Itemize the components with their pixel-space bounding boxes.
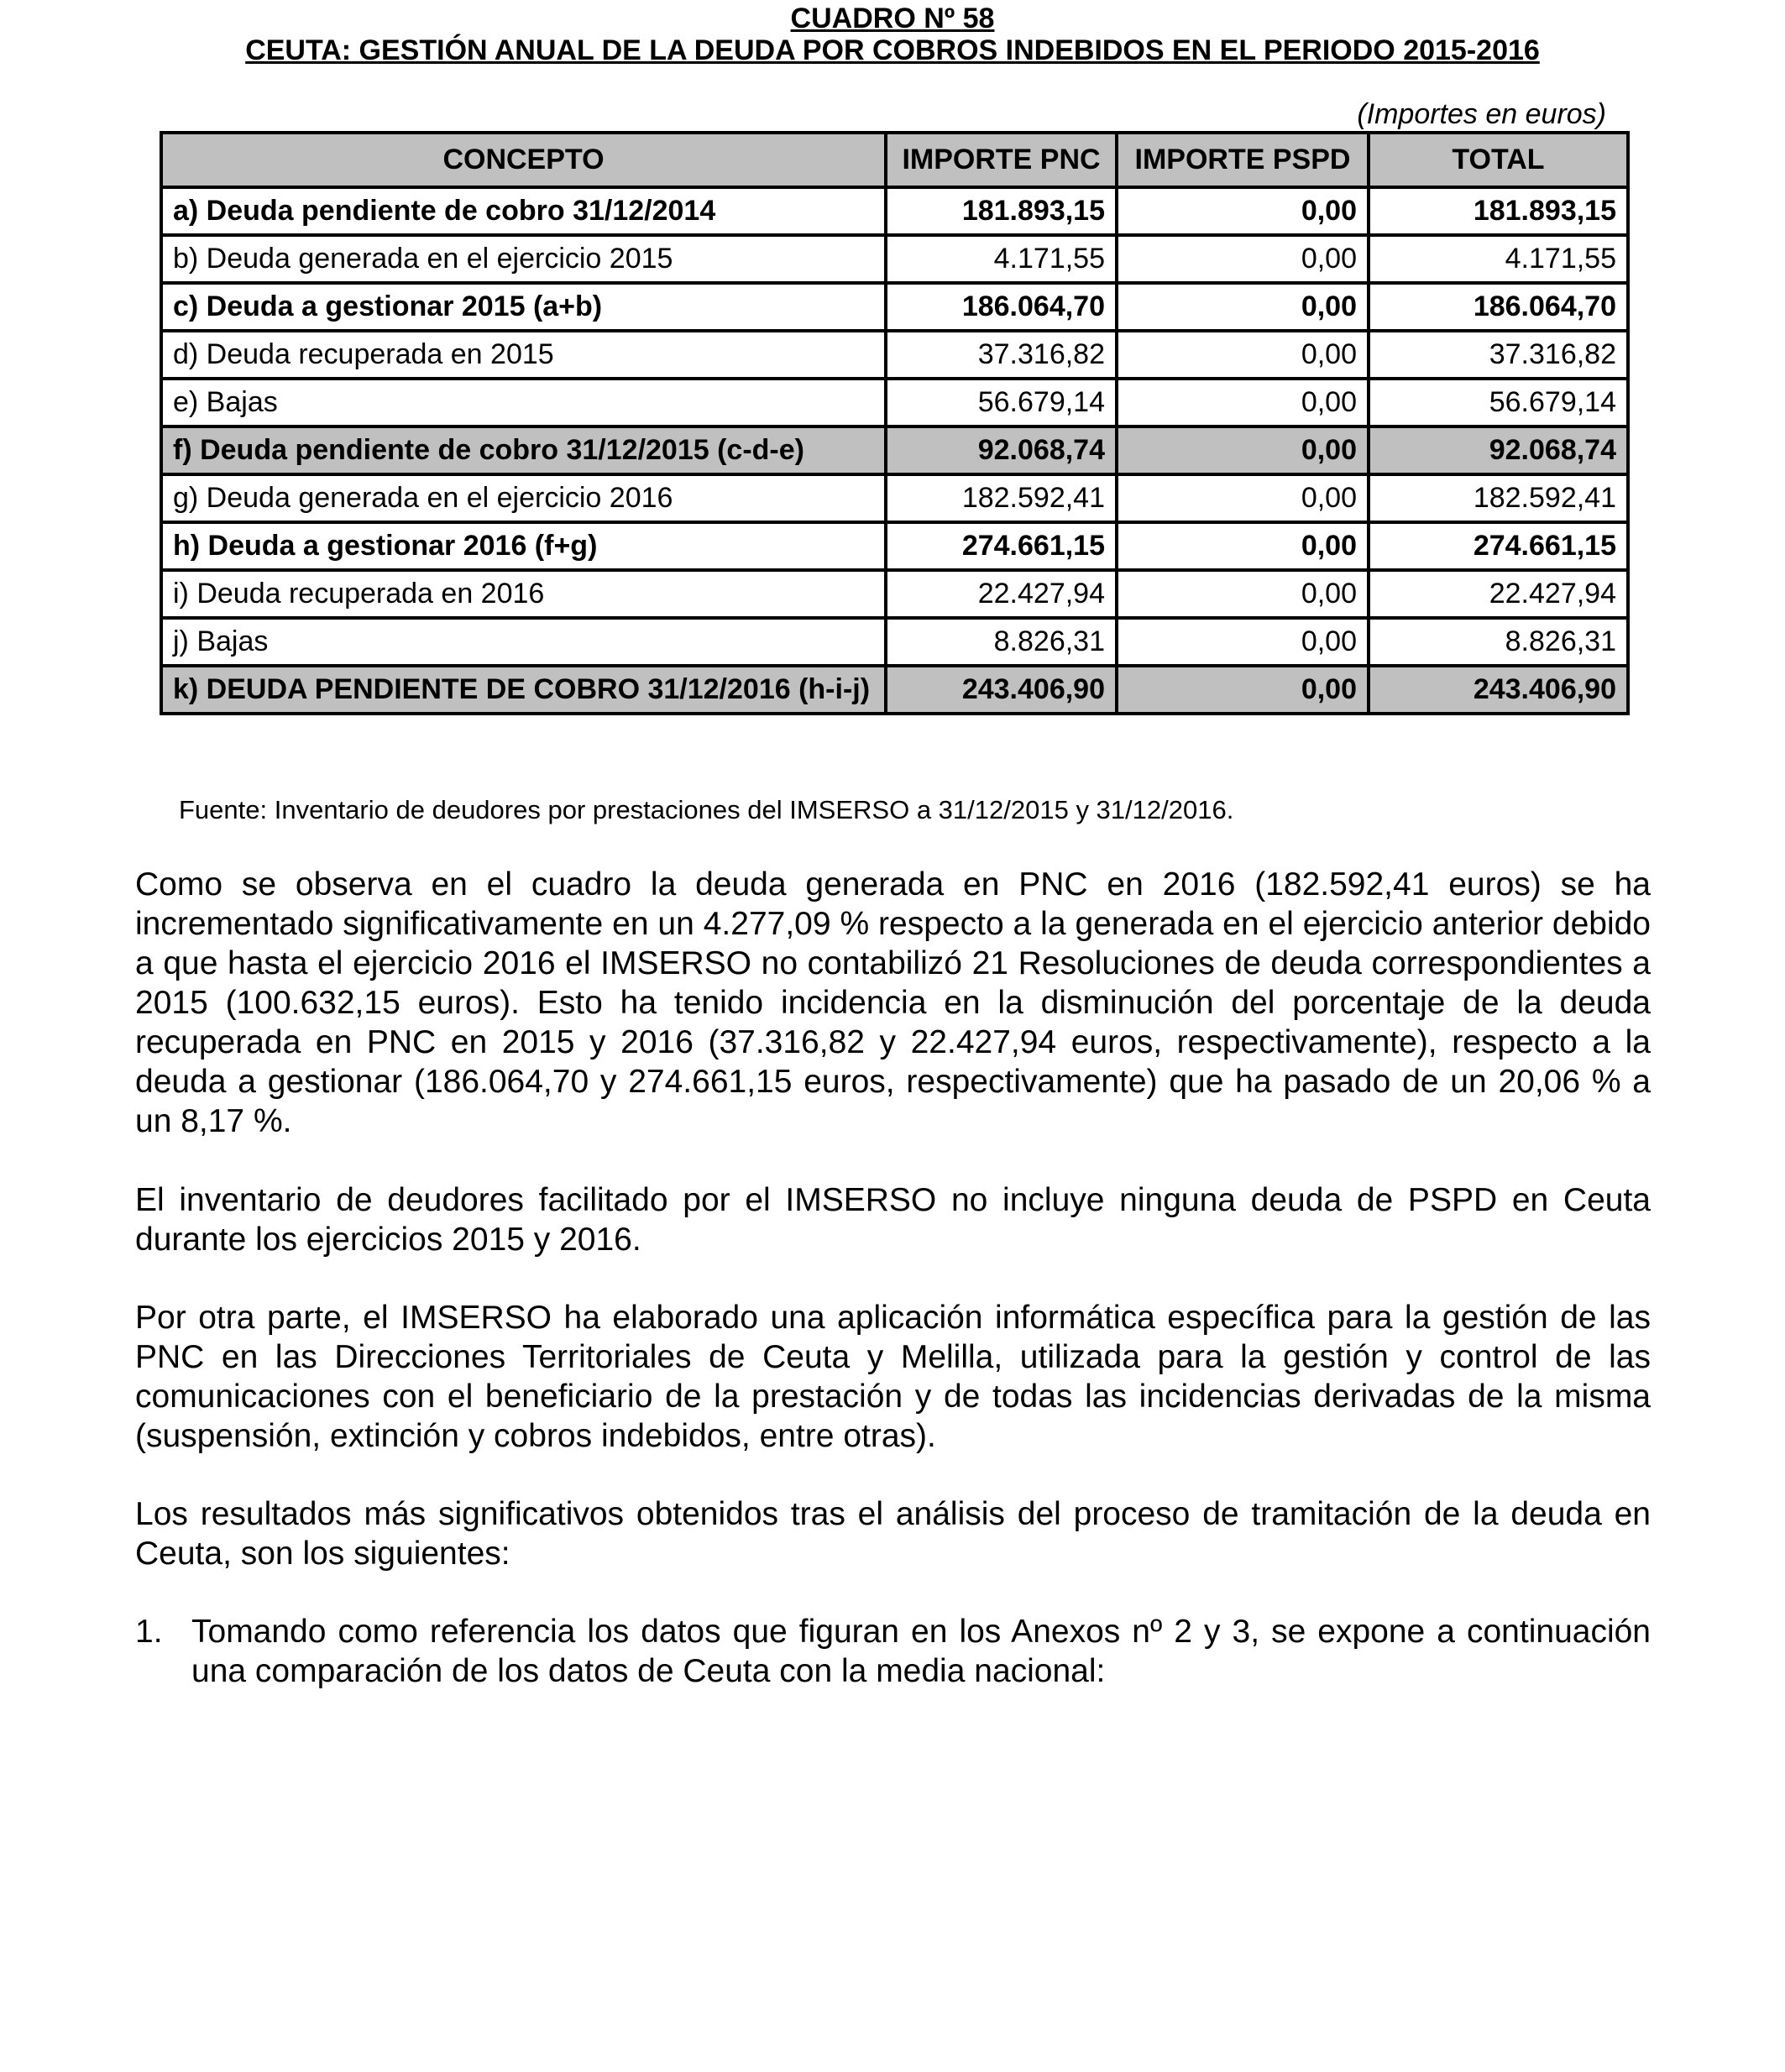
cell-pnc: 56.679,14 — [886, 379, 1117, 426]
cell-pspd: 0,00 — [1117, 235, 1369, 283]
cell-pnc: 22.427,94 — [886, 570, 1117, 618]
cell-total: 8.826,31 — [1369, 618, 1628, 666]
cell-total: 56.679,14 — [1369, 379, 1628, 426]
cell-concepto: f) Deuda pendiente de cobro 31/12/2015 (c-d-e) — [161, 426, 886, 474]
cell-concepto: b) Deuda generada en el ejercicio 2015 — [161, 235, 886, 283]
table-row — [161, 522, 1628, 570]
cell-concepto: g) Deuda generada en el ejercicio 2016 — [161, 474, 886, 522]
cell-concepto: d) Deuda recuperada en 2015 — [161, 331, 886, 379]
cell-concepto: j) Bajas — [161, 618, 886, 666]
cell-pspd: 0,00 — [1117, 618, 1369, 666]
cell-total: 181.893,15 — [1369, 187, 1628, 235]
cell-pnc: 181.893,15 — [886, 187, 1117, 235]
table-title: CUADRO Nº 58 — [790, 3, 995, 34]
table-source-note: Fuente: Inventario de deudores por prestaciones del IMSERSO a 31/12/2015 y 31/12/2016. — [179, 795, 1234, 824]
cell-pnc: 92.068,74 — [886, 426, 1117, 474]
body-paragraph: El inventario de deudores facilitado por el IMSERSO no incluye ninguna deuda de PSPD en Ceuta durante los ejercicios 2015 y 2016. — [135, 1182, 1651, 1258]
cell-total: 92.068,74 — [1369, 426, 1628, 474]
table-row — [161, 666, 1628, 714]
units-note: (Importes en euros) — [1357, 98, 1606, 130]
cell-total: 182.592,41 — [1369, 474, 1628, 522]
table-header-row — [161, 133, 1628, 187]
list-item-number: 1. — [135, 1614, 163, 1650]
cell-pspd: 0,00 — [1117, 570, 1369, 618]
cell-pspd: 0,00 — [1117, 283, 1369, 331]
cell-pnc: 4.171,55 — [886, 235, 1117, 283]
col-header-total: TOTAL — [1369, 133, 1628, 187]
body-paragraph: Por otra parte, el IMSERSO ha elaborado una aplicación informática específica para la gestión de las PNC en las Direcciones Territoriales de Ceuta y Melilla, utilizada para la gestión y control de las comunicaciones con el beneficiario de la prestación y de todas las incidencias derivadas de la misma (suspensión, extinción y cobros indebidos, entre otras). — [135, 1300, 1651, 1454]
table-row — [161, 235, 1628, 283]
body-paragraph: Como se observa en el cuadro la deuda generada en PNC en 2016 (182.592,41 euros) se ha incrementado significativamente en un 4.277,09 % respecto a la generada en el ejercicio anterior debido a que hasta el ejercicio 2016 el IMSERSO no contabilizó 21 Resoluciones de deuda correspondientes a 2015 (100.632,15 euros). Esto ha tenido incidencia en la disminución del porcentaje de la deuda recuperada en PNC en 2015 y 2016 (37.316,82 y 22.427,94 euros, respectivamente), respecto a la deuda a gestionar (186.064,70 y 274.661,15 euros, respectivamente) que ha pasado de un 20,06 % a un 8,17 %. — [135, 866, 1651, 1139]
cell-pnc: 182.592,41 — [886, 474, 1117, 522]
cell-pnc: 8.826,31 — [886, 618, 1117, 666]
cell-pnc: 37.316,82 — [886, 331, 1117, 379]
cell-total: 37.316,82 — [1369, 331, 1628, 379]
debt-table — [160, 131, 1630, 715]
col-header-concepto: CONCEPTO — [161, 133, 886, 187]
cell-concepto: a) Deuda pendiente de cobro 31/12/2014 — [161, 187, 886, 235]
cell-pspd: 0,00 — [1117, 331, 1369, 379]
cell-concepto: h) Deuda a gestionar 2016 (f+g) — [161, 522, 886, 570]
table-row — [161, 426, 1628, 474]
table-row — [161, 474, 1628, 522]
cell-pspd: 0,00 — [1117, 379, 1369, 426]
table-row — [161, 283, 1628, 331]
cell-total: 22.427,94 — [1369, 570, 1628, 618]
table-row — [161, 618, 1628, 666]
cell-total: 274.661,15 — [1369, 522, 1628, 570]
body-paragraph: Los resultados más significativos obtenidos tras el análisis del proceso de tramitación de la deuda en Ceuta, son los siguientes: — [135, 1496, 1651, 1572]
col-header-importe-pnc: IMPORTE PNC — [886, 133, 1117, 187]
cell-pnc: 274.661,15 — [886, 522, 1117, 570]
cell-total: 243.406,90 — [1369, 666, 1628, 714]
cell-total: 186.064,70 — [1369, 283, 1628, 331]
list-item-text: Tomando como referencia los datos que figuran en los Anexos nº 2 y 3, se expone a continuación una comparación de los datos de Ceuta con la media nacional: — [191, 1614, 1651, 1689]
cell-pspd: 0,00 — [1117, 666, 1369, 714]
cell-pspd: 0,00 — [1117, 187, 1369, 235]
table-row — [161, 187, 1628, 235]
table-subtitle: CEUTA: GESTIÓN ANUAL DE LA DEUDA POR COBROS INDEBIDOS EN EL PERIODO 2015-2016 — [245, 34, 1540, 66]
cell-pnc: 243.406,90 — [886, 666, 1117, 714]
cell-total: 4.171,55 — [1369, 235, 1628, 283]
cell-concepto: e) Bajas — [161, 379, 886, 426]
cell-pnc: 186.064,70 — [886, 283, 1117, 331]
table-row — [161, 570, 1628, 618]
table-row — [161, 331, 1628, 379]
cell-pspd: 0,00 — [1117, 474, 1369, 522]
cell-concepto: k) DEUDA PENDIENTE DE COBRO 31/12/2016 (h-i-j) — [161, 666, 886, 714]
table-row — [161, 379, 1628, 426]
col-header-importe-pspd: IMPORTE PSPD — [1117, 133, 1369, 187]
cell-pspd: 0,00 — [1117, 426, 1369, 474]
cell-concepto: c) Deuda a gestionar 2015 (a+b) — [161, 283, 886, 331]
cell-pspd: 0,00 — [1117, 522, 1369, 570]
cell-concepto: i) Deuda recuperada en 2016 — [161, 570, 886, 618]
